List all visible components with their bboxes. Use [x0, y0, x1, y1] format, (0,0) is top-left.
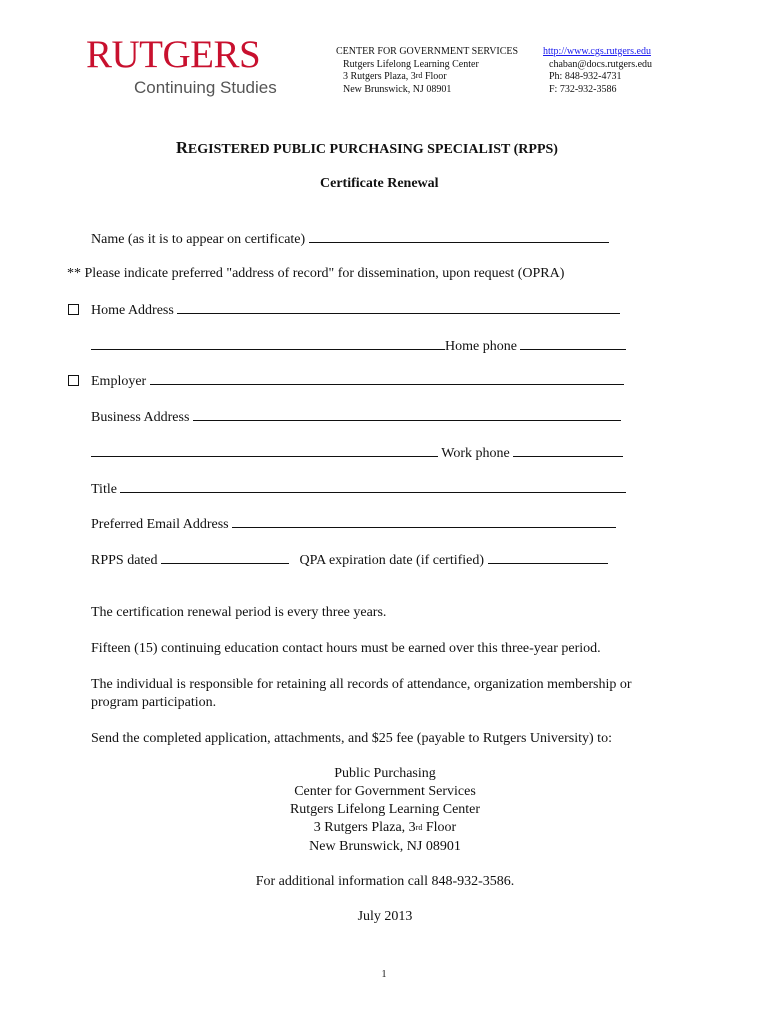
- home-phone-row: [91, 336, 626, 355]
- contact-phone: Ph: 848-932-4731: [549, 71, 622, 82]
- rpps-dated-label: RPPS dated: [91, 553, 158, 568]
- title-label: Title: [91, 482, 117, 497]
- document-date: July 2013: [357, 909, 413, 924]
- name-field[interactable]: [309, 229, 609, 243]
- send-application-text: Send the completed application, attachments, and $25 fee (payable to Rutgers University) to:: [91, 731, 612, 746]
- employer-checkbox[interactable]: [68, 375, 79, 386]
- renewal-period-text: The certification renewal period is every three years.: [91, 605, 387, 620]
- work-phone-row: [91, 443, 623, 462]
- page-title: REGISTERED PUBLIC PURCHASING SPECIALIST (RPPS): [176, 138, 558, 157]
- records-text: The individual is responsible for retaining all records of attendance, organization membership or program participation.: [91, 677, 632, 710]
- work-phone-label: Work phone: [441, 446, 510, 461]
- name-row: [91, 229, 609, 248]
- business-address-row: [91, 407, 621, 426]
- website-link[interactable]: http://www.cgs.rutgers.edu: [543, 46, 651, 57]
- qpa-date-field[interactable]: [488, 550, 608, 564]
- email-row: [91, 514, 616, 533]
- contact-hours-text: Fifteen (15) continuing education contact hours must be earned over this three-year period.: [91, 641, 601, 656]
- home-phone-field[interactable]: [520, 336, 626, 350]
- employer-row: [91, 371, 624, 390]
- page-subtitle: Certificate Renewal: [320, 176, 439, 191]
- rutgers-logo: RUTGERS: [86, 33, 261, 76]
- home-address-line2-field[interactable]: [91, 336, 445, 350]
- contact-email: chaban@docs.rutgers.edu: [549, 58, 653, 70]
- email-label: Preferred Email Address: [91, 517, 229, 532]
- contact-fax: F: 732-932-3586: [549, 83, 617, 95]
- org-city: New Brunswick, NJ 08901: [343, 83, 452, 95]
- additional-info-text: For additional information call 848-932-3586.: [255, 874, 515, 889]
- org-street: 3 Rutgers Plaza, 3rd Floor: [343, 71, 447, 82]
- home-phone-label: Home phone: [445, 339, 517, 354]
- logo-tagline: Continuing Studies: [134, 78, 277, 97]
- employer-label: Employer: [91, 374, 147, 389]
- rpps-row: [91, 550, 608, 569]
- work-phone-field[interactable]: [513, 443, 623, 457]
- business-address-line2-field[interactable]: [91, 443, 438, 457]
- home-address-label: Home Address: [91, 303, 174, 318]
- business-address-field[interactable]: [193, 407, 621, 421]
- employer-field[interactable]: [150, 371, 624, 385]
- title-field[interactable]: [120, 479, 626, 493]
- page-number: 1: [381, 969, 387, 980]
- org-center: Rutgers Lifelong Learning Center: [343, 58, 479, 70]
- org-address-block: [336, 46, 518, 96]
- business-address-label: Business Address: [91, 410, 190, 425]
- email-field[interactable]: [232, 514, 616, 528]
- home-address-checkbox[interactable]: [68, 304, 79, 315]
- org-name: CENTER FOR GOVERNMENT SERVICES: [336, 46, 519, 57]
- contact-block: [543, 46, 652, 96]
- title-row: [91, 479, 626, 498]
- address-note: ** Please indicate preferred "address of record" for dissemination, upon request (OPRA): [67, 266, 565, 281]
- rpps-dated-field[interactable]: [161, 550, 289, 564]
- home-address-row: [91, 300, 620, 319]
- home-address-field[interactable]: [177, 300, 620, 314]
- mailing-address: Public Purchasing Center for Government Services Rutgers Lifelong Learning Center 3 Rutgers Plaza, 3rd Floor New Brunswick, NJ 08901: [289, 766, 481, 854]
- qpa-label: QPA expiration date (if certified): [299, 553, 485, 568]
- name-label: Name (as it is to appear on certificate): [91, 232, 306, 247]
